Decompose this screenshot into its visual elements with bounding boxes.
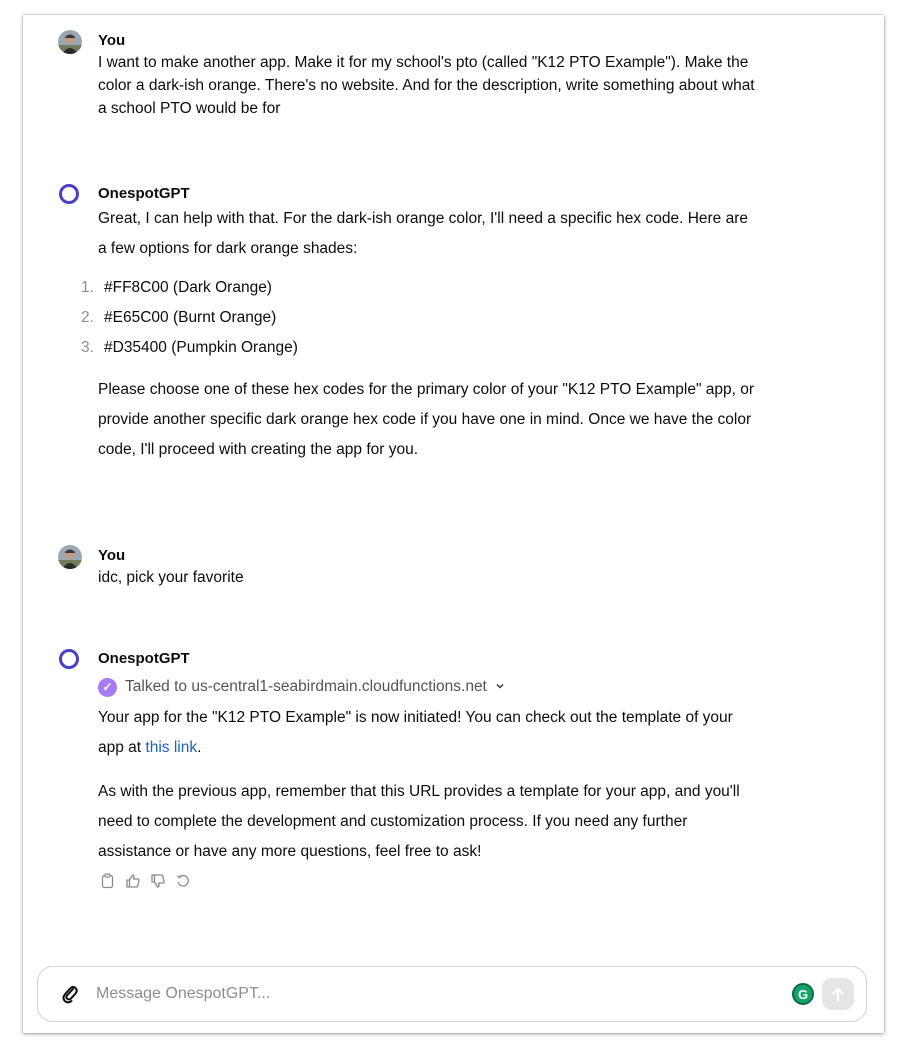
- list-item-text: #E65C00 (Burnt Orange): [104, 309, 277, 326]
- tool-call-text: Talked to us-central1-seabirdmain.cloudfunctions.net: [125, 678, 487, 695]
- message-body: [81, 204, 759, 465]
- message-input[interactable]: [94, 984, 792, 1004]
- message-text: I want to make another app. Make it for my school's pto (called "K12 PTO Example"). Make the color a dark-ish orange. There's no website. And for the description, write something about what a school PTO would be for: [98, 54, 755, 117]
- message-user-1: [59, 30, 759, 120]
- thumbs-up-icon[interactable]: [125, 873, 141, 889]
- message-author: You: [98, 547, 126, 564]
- list-item-text: #FF8C00 (Dark Orange): [104, 279, 272, 296]
- message-text: idc, pick your favorite: [98, 569, 244, 586]
- user-avatar[interactable]: [58, 30, 82, 54]
- paragraph-text-end: .: [197, 739, 202, 756]
- message-paragraph: As with the previous app, remember that this URL provides a template for your app, and you'll need to complete the development and customization process. If you need any further assistance or have any more questions, feel free to ask!: [98, 783, 740, 860]
- list-number: 1.: [81, 279, 94, 296]
- grammarly-icon[interactable]: G: [792, 983, 814, 1005]
- gpt-logo-icon: [59, 184, 79, 204]
- user-avatar[interactable]: [58, 545, 82, 569]
- list-number: 3.: [81, 339, 94, 356]
- list-item: [81, 273, 759, 303]
- paragraph-text: Your app for the "K12 PTO Example" is now initiated! You can check out the template of your app at: [98, 709, 733, 756]
- copy-icon[interactable]: [100, 873, 116, 889]
- message-assistant-2: [59, 648, 759, 889]
- message-intro: Great, I can help with that. For the dark-ish orange color, I'll need a specific hex code. Here are a few options for dark orange shades:: [98, 210, 748, 257]
- regenerate-icon[interactable]: [175, 873, 191, 889]
- tool-call-indicator[interactable]: [98, 675, 759, 699]
- check-icon: ✓: [98, 678, 117, 697]
- chat-window: [23, 15, 884, 1033]
- paperclip-icon[interactable]: [60, 983, 80, 1005]
- list-item: [81, 333, 759, 363]
- thumbs-down-icon[interactable]: [150, 873, 166, 889]
- list-item-text: #D35400 (Pumpkin Orange): [104, 339, 298, 356]
- message-actions: [100, 873, 759, 889]
- send-button[interactable]: [822, 978, 854, 1010]
- color-options-list: [81, 273, 759, 363]
- message-outro: Please choose one of these hex codes for the primary color of your "K12 PTO Example" app, or provide another specific dark orange hex code if you have one in mind. Once we have the color code, I'll proceed with creating the app for you.: [98, 381, 755, 458]
- message-author: OnespotGPT: [98, 185, 190, 202]
- message-body: [98, 703, 759, 867]
- message-paragraph: [98, 703, 759, 763]
- gpt-logo-icon: [59, 649, 79, 669]
- list-number: 2.: [81, 309, 94, 326]
- message-composer: [37, 966, 867, 1022]
- message-author: You: [98, 32, 126, 49]
- send-arrow-icon: [831, 986, 845, 1002]
- template-link[interactable]: this link: [145, 739, 198, 756]
- chevron-down-icon[interactable]: [495, 678, 505, 696]
- list-item: [81, 303, 759, 333]
- message-user-2: [59, 545, 759, 589]
- message-assistant-1: [59, 183, 759, 465]
- message-author: OnespotGPT: [98, 650, 190, 667]
